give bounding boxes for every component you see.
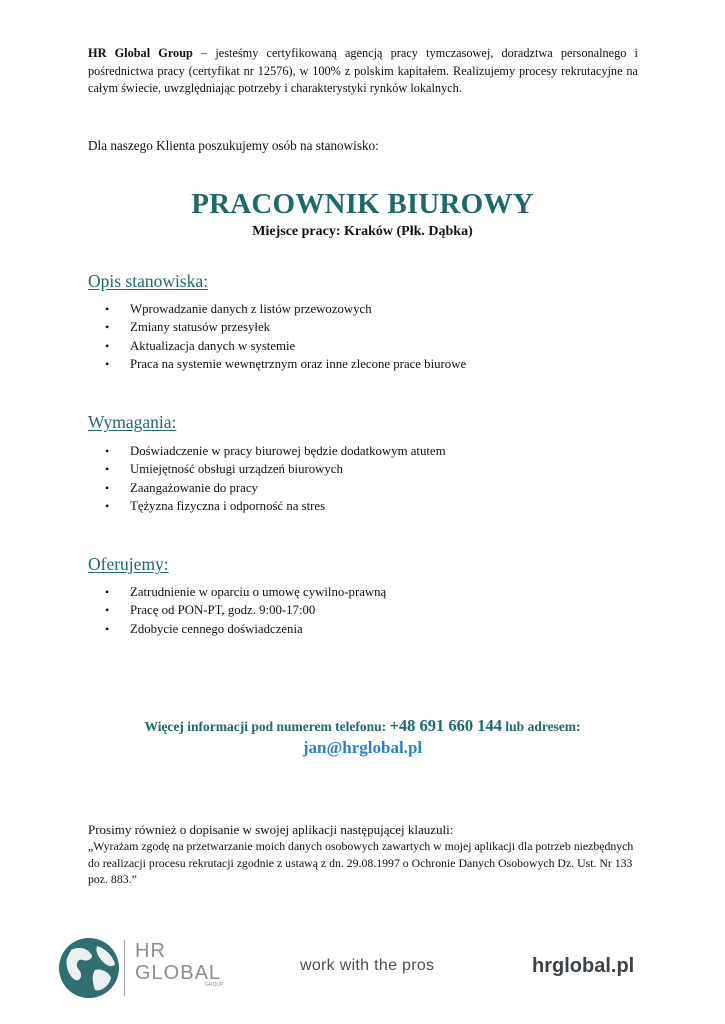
job-location: Miejsce pracy: Kraków (Płk. Dąbka): [252, 224, 473, 239]
logo-hr-text: HR: [135, 940, 166, 962]
contact-prefix: Więcej informacji pod numerem telefonu:: [144, 719, 387, 734]
phone-number[interactable]: +48 691 660 144: [389, 716, 503, 735]
globe-logo-icon: [57, 936, 121, 1000]
contact-suffix: lub adresem:: [505, 719, 581, 734]
list-item: • Zmiany statusów przesyłek: [88, 318, 466, 336]
intro-paragraph: [88, 45, 638, 98]
company-name: HR Global Group: [88, 46, 193, 60]
requirements-heading: Wymagania:: [88, 412, 177, 432]
description-heading: Opis stanowiska:: [88, 271, 209, 291]
clause-heading: Prosimy również o dopisanie w swojej aplikacji następującej klauzuli:: [88, 822, 454, 837]
list-item: • Praca na systemie wewnętrznym oraz inne zlecone prace biurowe: [88, 355, 466, 373]
job-title: PRACOWNIK BIUROWY: [191, 188, 534, 220]
intro-text: – jesteśmy certyfikowaną agencją pracy tymczasowej, doradztwa personalnego i pośrednictwa pracy (certyfikat nr 12576), w 100% z polskim kapitałem. Realizujemy procesy rekrutacyjne na całym świecie, uwzględniając potrzeby i charakterystyki rynków lokalnych.: [88, 46, 638, 95]
list-item: • Pracę od PON-PT, godz. 9:00-17:00: [88, 601, 386, 619]
requirements-list: [88, 442, 446, 515]
list-item: • Wprowadzanie danych z listów przewozowych: [88, 300, 466, 318]
footer: [0, 930, 725, 1010]
offer-heading: Oferujemy:: [88, 554, 169, 574]
logo-group-text: GROUP: [205, 982, 224, 988]
contact-line: [0, 716, 725, 736]
clause-text: „Wyrażam zgodę na przetwarzanie moich danych osobowych zawartych w mojej aplikacji dla potrzeb niezbędnych do realizacji procesu rekrutacji zgodnie z ustawą z dn. 29.08.1997 o Ochronie Danych Osobowych Dz. Ust. Nr 133 poz. 883.”: [88, 839, 634, 886]
list-item: • Zaangażowanie do pracy: [88, 479, 446, 497]
offer-list: [88, 583, 386, 638]
description-list: [88, 300, 466, 373]
tagline: work with the pros: [300, 957, 435, 974]
list-item: • Zdobycie cennego doświadczenia: [88, 620, 386, 638]
list-item: • Umiejętność obsługi urządzeń biurowych: [88, 460, 446, 478]
client-line: Dla naszego Klienta poszukujemy osób na stanowisko:: [88, 138, 379, 153]
logo-global-text: GLOBAL: [135, 962, 222, 984]
list-item: • Zatrudnienie w oparciu o umowę cywilno-prawną: [88, 583, 386, 601]
website-link[interactable]: hrglobal.pl: [532, 955, 635, 977]
list-item: • Aktualizacja danych w systemie: [88, 337, 466, 355]
email-link[interactable]: jan@hrglobal.pl: [302, 738, 423, 757]
list-item: • Doświadczenie w pracy biurowej będzie dodatkowym atutem: [88, 442, 446, 460]
logo-divider: [124, 940, 125, 996]
list-item: • Tężyzna fizyczna i odporność na stres: [88, 497, 446, 515]
